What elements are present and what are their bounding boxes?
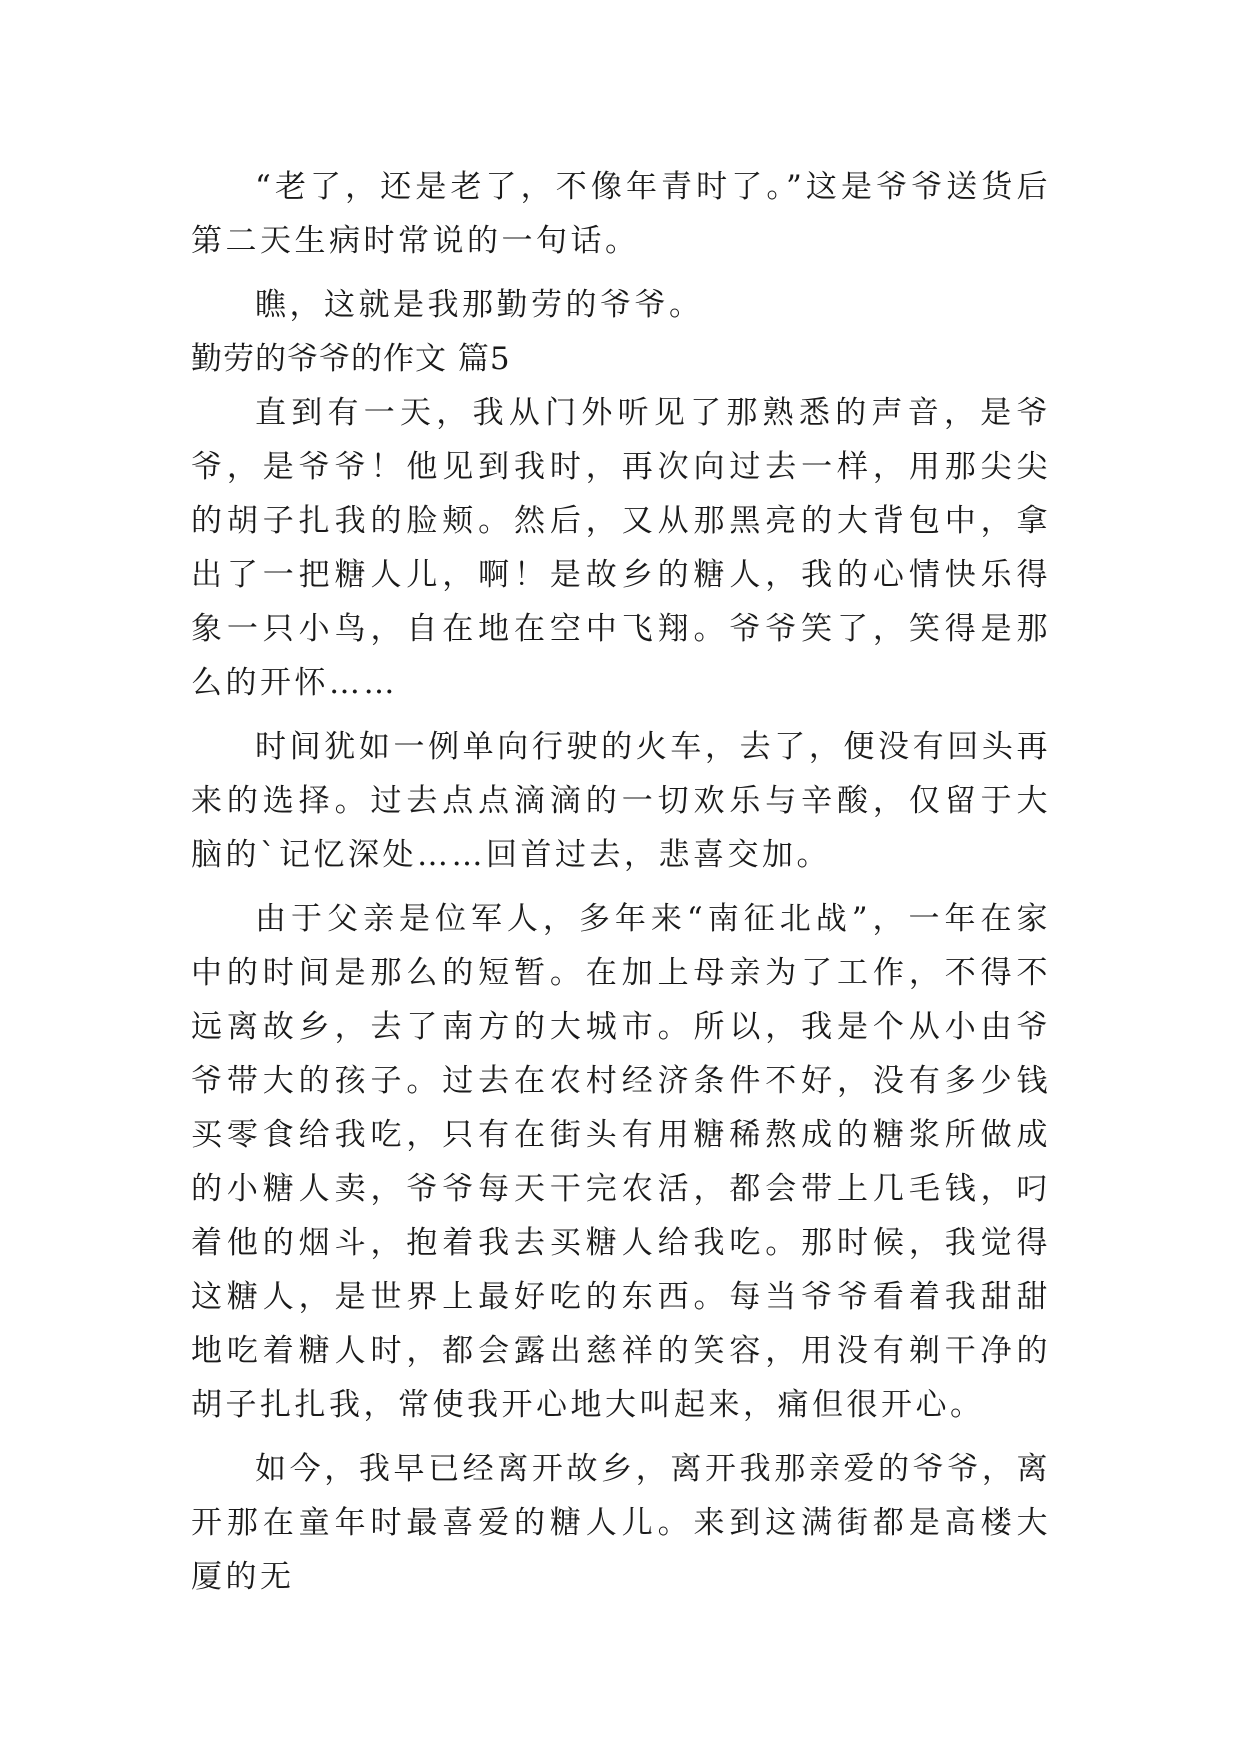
section-heading: 勤劳的爷爷的作文 篇5 bbox=[191, 341, 511, 377]
paragraph-time-train: 时间犹如一例单向行驶的火车，去了，便没有回头再来的选择。过去点点滴滴的一切欢乐与辛酸，仅留于大脑的`记忆深处……回首过去，悲喜交加。 bbox=[191, 729, 1051, 873]
paragraph-hardworking-grandpa: 瞧，这就是我那勤劳的爷爷。 bbox=[255, 287, 704, 323]
paragraph-childhood-sugar-figures: 由于父亲是位军人，多年来“南征北战”，一年在家中的时间是那么的短暂。在加上母亲为了工作，不得不远离故乡，去了南方的大城市。所以，我是个从小由爷爷带大的孩子。过去在农村经济条件不好，没有多少钱买零食给我吃，只有在街头有用糖稀熬成的糖浆所做成的小糖人卖，爷爷每天干完农活，都会带上几毛钱，叼着他的烟斗，抱着我去买糖人给我吃。那时候，我觉得这糖人，是世界上最好吃的东西。每当爷爷看着我甜甜地吃着糖人时，都会露出慈祥的笑容，用没有剃干净的胡子扎扎我，常使我开心地大叫起来，痛但很开心。 bbox=[191, 901, 1051, 1423]
paragraph-now-left-hometown: 如今，我早已经离开故乡，离开我那亲爱的爷爷，离开那在童年时最喜爱的糖人儿。来到这满街都是高楼大厦的无 bbox=[191, 1451, 1051, 1595]
document-body bbox=[191, 160, 1051, 1614]
paragraph-grandpa-quote: “老了，还是老了，不像年青时了。”这是爷爷送货后第二天生病时常说的一句话。 bbox=[191, 169, 1051, 259]
paragraph-return-of-grandpa: 直到有一天，我从门外听见了那熟悉的声音，是爷爷，是爷爷！他见到我时，再次向过去一样，用那尖尖的胡子扎我的脸颊。然后，又从那黑亮的大背包中，拿出了一把糖人儿，啊！是故乡的糖人，我的心情快乐得象一只小鸟，自在地在空中飞翔。爷爷笑了，笑得是那么的开怀…… bbox=[191, 395, 1051, 701]
